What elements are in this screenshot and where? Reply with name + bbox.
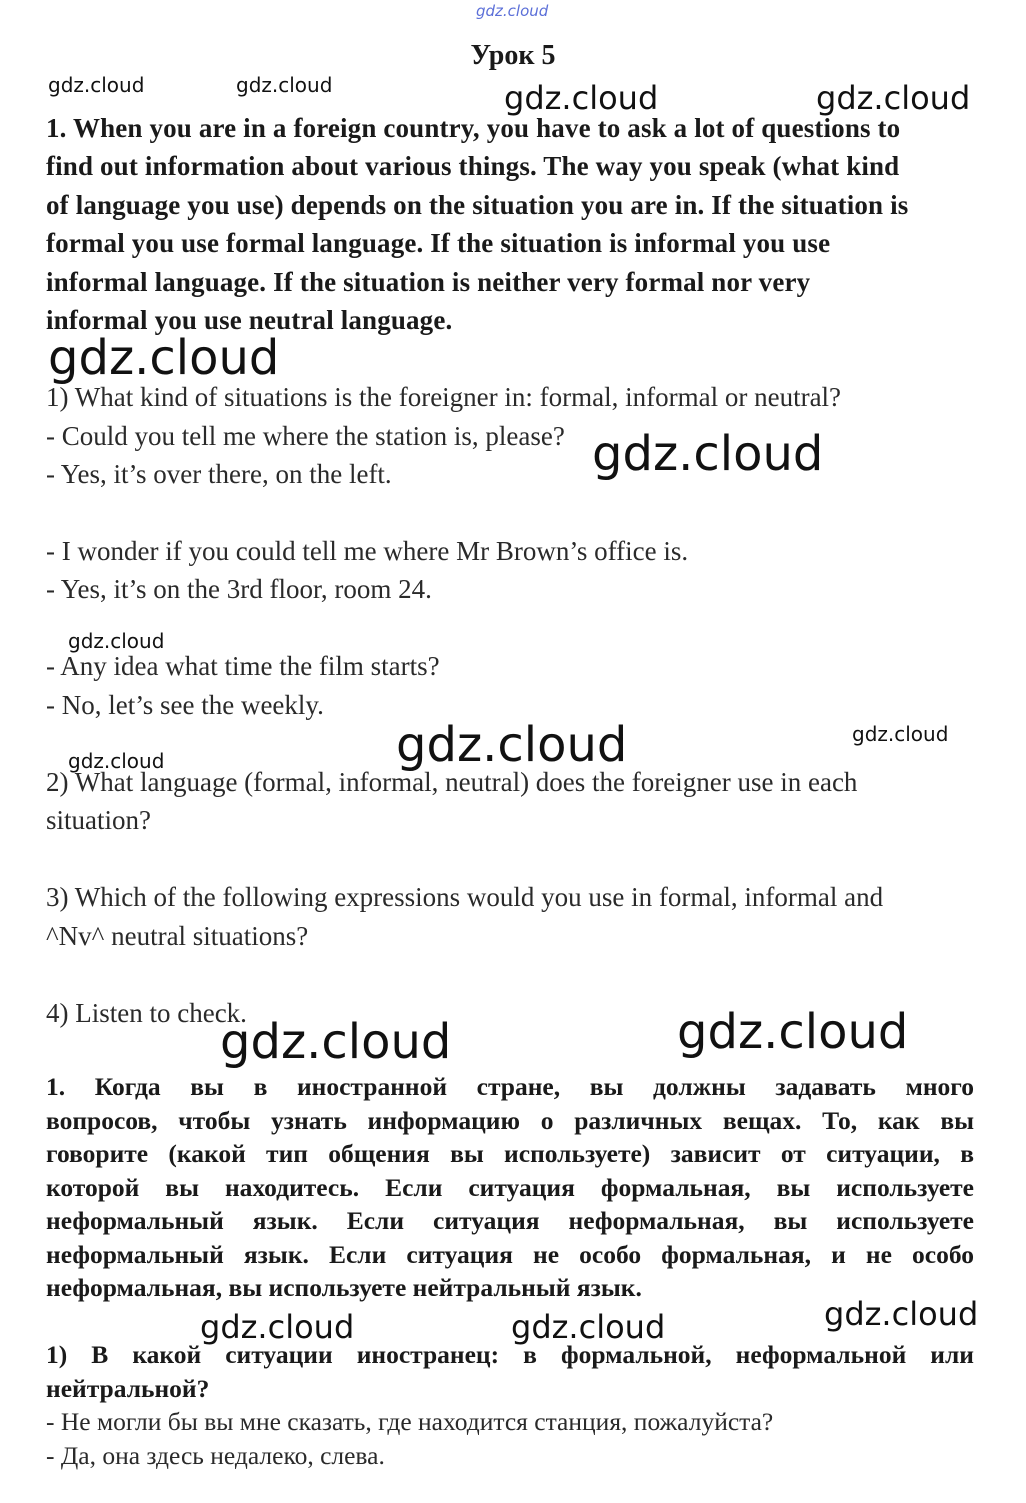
dialog-1-line-2: - Yes, it’s over there, on the left. [46, 459, 392, 489]
translation-intro-line-4: которой вы находитесь. Если ситуация формальная, вы используете [46, 1173, 974, 1202]
exercise-intro-line-1: 1. When you are in a foreign country, you have to ask a lot of questions to [46, 113, 901, 143]
question-2-line-2: situation? [46, 805, 151, 835]
watermark: gdz.cloud [200, 1308, 355, 1346]
watermark: gdz.cloud [68, 749, 165, 773]
watermark: gdz.cloud [48, 73, 145, 97]
translation-dialog-1-line-1: - Не могли бы вы мне сказать, где находится станция, пожалуйста? [46, 1407, 774, 1436]
watermark: gdz.cloud [592, 426, 824, 482]
watermark: gdz.cloud [677, 1004, 909, 1060]
exercise-intro-line-4: formal you use formal language. If the situation is informal you use [46, 228, 831, 258]
exercise-intro-line-3: of language you use) depends on the situation you are in. If the situation is [46, 190, 909, 220]
dialog-3-line-2: - No, let’s see the weekly. [46, 690, 324, 720]
translation-intro-line-2: вопросов, чтобы узнать информацию о различных вещах. То, как вы [46, 1106, 974, 1135]
question-3-line-1: 3) Which of the following expressions would you use in formal, informal and [46, 882, 884, 912]
watermark: gdz.cloud [396, 717, 628, 773]
exercise-intro-line-5: informal language. If the situation is neither very formal nor very [46, 267, 811, 297]
watermark: gdz.cloud [816, 79, 971, 117]
watermark: gdz.cloud [504, 79, 659, 117]
translation-intro-line-5: неформальный язык. Если ситуация неформальная, вы используете [46, 1206, 974, 1235]
watermark: gdz.cloud [824, 1295, 979, 1333]
dialog-3-line-1: - Any idea what time the film starts? [46, 651, 440, 681]
site-mark-top: gdz.cloud [476, 2, 549, 20]
translation-intro-line-6: неформальный язык. Если ситуация не особо формальная, и не особо [46, 1240, 974, 1269]
dialog-2-line-2: - Yes, it’s on the 3rd floor, room 24. [46, 574, 432, 604]
dialog-2-line-1: - I wonder if you could tell me where Mr Brown’s office is. [46, 536, 689, 566]
translation-intro-line-7: неформальная, вы используете нейтральный язык. [46, 1273, 642, 1302]
watermark: gdz.cloud [48, 330, 280, 386]
exercise-intro-line-2: find out information about various things. The way you speak (what kind [46, 151, 900, 181]
watermark: gdz.cloud [220, 1014, 452, 1070]
translation-intro-line-1: 1. Когда вы в иностранной стране, вы должны задавать много [46, 1072, 974, 1101]
translation-dialog-1-line-2: - Да, она здесь недалеко, слева. [46, 1441, 385, 1470]
watermark: gdz.cloud [511, 1308, 666, 1346]
watermark: gdz.cloud [236, 73, 333, 97]
question-3-line-2: ^Nv^ neutral situations? [46, 921, 309, 951]
watermark: gdz.cloud [852, 722, 949, 746]
translation-question-1-line-1: 1) В какой ситуации иностранец: в формальной, неформальной или [46, 1340, 974, 1369]
exercise-intro-line-6: informal you use neutral language. [46, 305, 453, 335]
dialog-1-line-1: - Could you tell me where the station is, please? [46, 421, 565, 451]
page-title: Урок 5 [470, 40, 556, 71]
translation-intro-line-3: говорите (какой тип общения вы используете) зависит от ситуации, в [46, 1139, 974, 1168]
translation-question-1-line-2: нейтральной? [46, 1374, 210, 1403]
question-1: 1) What kind of situations is the foreigner in: formal, informal or neutral? [46, 382, 842, 412]
question-2-line-1: 2) What language (formal, informal, neutral) does the foreigner use in each [46, 767, 858, 797]
question-4: 4) Listen to check. [46, 998, 247, 1028]
watermark: gdz.cloud [68, 629, 165, 653]
